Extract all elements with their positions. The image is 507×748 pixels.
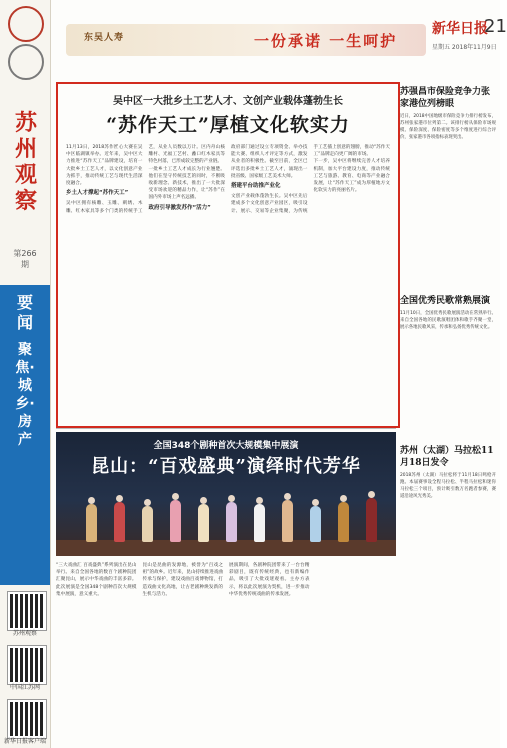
paragraph: 下一步，吴中区将继续完善人才培养机制，加大平台建设力度，推动传统工艺与旅游、教育、电商等产业融合发展，让“苏作天工”成为厚植地方文化软实力的亮丽名片。 [313, 159, 390, 194]
paragraph: 展演期间，各剧种院团带来了一台台精彩剧目，既有传统经典，也有新编作品，吸引了大批戏迷观看。主办方表示，将以此次展演为契机，进一步推动中华优秀传统戏曲的传承发展。 [229, 563, 310, 597]
masthead: 新华日报 [432, 21, 488, 37]
performer [86, 504, 97, 542]
performer [310, 506, 321, 542]
nav-tag-secondary: 聚焦·城乡·房产 [15, 342, 35, 448]
brief-headline[interactable]: 全国优秀民歌常熟展演 [400, 296, 491, 306]
dateline: 星期五 2018年11月9日 [432, 44, 497, 51]
performer [170, 500, 181, 542]
photo-article-body [56, 562, 396, 742]
article-kicker: 吴中区一大批乡土工艺人才、文创产业载体蓬勃生长 [113, 96, 343, 107]
section-divider [56, 428, 396, 429]
performer [254, 504, 265, 542]
paragraph: 昆山是昆曲的发源地，被誉为“百戏之祖”的故乡。近年来，昆山持续推进戏曲传承与保护，建设戏曲百戏博物馆，打造戏曲文化高地，让古老剧种焕发新的生机与活力。 [142, 563, 223, 597]
subhead: 乡土人才撑起“苏作天工” [66, 190, 129, 197]
qr-label: 苏州观察 [12, 630, 37, 637]
left-sidebar [0, 0, 51, 748]
performer [114, 502, 125, 542]
photo-headline: 昆山：“百戏盛典”演绎时代芳华 [91, 456, 361, 477]
stage-floor [56, 540, 396, 556]
paragraph: 文创产业载体蓬勃生长。吴中区先后建成多个文化创意产业园区，吸引设计、展示、交易等企业集聚，为传统手工艺插上创意的翅膀，推动“苏作天工”品牌走向更广阔的市场。 [231, 145, 390, 214]
performer [142, 506, 153, 542]
page-number: 21 [484, 16, 507, 37]
qr-code-icon[interactable] [8, 592, 46, 630]
photo-article[interactable] [56, 432, 396, 556]
paragraph: 11月13日，2018苏作匠心大赛在吴中区临湖镇举办。近年来，吴中区大力推进“苏作天工”品牌建设，培育一大批乡土工艺人才，以文化创意产业为抓手，推动传统工艺与现代生活深度融合。 [66, 145, 143, 187]
article-headline: “苏作天工”厚植文化软实力 [106, 114, 350, 136]
brief-body: 2018苏州（太湖）马拉松将于11月18日鸣枪开跑。本届赛事设全程马拉松、半程马拉松和迷你马拉松三个项目，预计吸引数万名跑者参赛，赛道沿途风光秀美。 [400, 473, 496, 499]
brief-headline[interactable]: 苏强昌市保险竞争力张家港位列榜眼 [400, 87, 491, 109]
paragraph: 一批乡土工艺人才成长为行业翘楚。他们在坚守传统技艺的同时，不断吸收新理念、新技术，推出了一大批深受市场欢迎的精品力作，让“苏作”在国内外市场上声名远播。 [148, 166, 225, 201]
article-body [66, 144, 390, 416]
ad-slogan: 一份承诺 一生呵护 [254, 32, 398, 50]
paragraph: 政府部门通过设立专项资金、举办技能大赛、组织人才评定等方式，激发从业者的积极性。截至目前，全区已评选出多批乡土工艺人才，涌现出一批省级、国家级工艺美术大师。 [231, 145, 308, 179]
subhead: 搭建平台助推产业化 [231, 183, 281, 190]
seal-logo-secondary [8, 44, 44, 80]
performer [282, 500, 293, 542]
subhead: 政府引导激发苏作“活力” [148, 204, 211, 211]
brief-body: 11月10日，全国优秀民歌展演活动在常熟举行。来自全国各地的民歌演唱团体和歌手齐聚一堂，展示各地民歌风采，传承和弘扬优秀传统文化。 [400, 311, 496, 330]
nav-tag-main: 要闻 [16, 293, 33, 332]
performer [226, 502, 237, 542]
performer [338, 502, 349, 542]
paragraph: “三大戏曲汇 百戏盛典”系列演出在昆山举行。来自全国各地的数百个剧种院团汇聚昆山，展示中华戏曲的丰富多彩。此次展演是全国348个剧种首次大规模集中展演，意义重大。 [56, 563, 137, 597]
brief-headline[interactable]: 苏州（太湖）马拉松11月18日发令 [400, 446, 494, 468]
main-article[interactable] [56, 82, 400, 428]
right-column [400, 82, 496, 748]
qr-code-icon[interactable] [8, 700, 46, 738]
page-header [54, 0, 507, 60]
qr-label: 新华日报客户端 [3, 738, 46, 745]
brief-body: 近日，2018中国地级市保险竞争力排行榜发布，苏州张家港市位列第二。该排行榜从保险市场规模、保险深度、保险密度等多个维度进行综合评价，张家港市各项指标表现突出。 [400, 114, 496, 140]
paragraph: 吴中区拥有核雕、玉雕、刺绣、木雕、红木家具等多个门类的传统手工艺，从业人员数以万计。区内舟山核雕村、光福工艺村、蠡口红木家具等特色村落，已形成较完整的产业链。 [66, 145, 225, 214]
section-title: 苏州观察 [14, 110, 37, 214]
qr-label: 中国江苏网 [9, 684, 40, 691]
qr-code-icon[interactable] [8, 646, 46, 684]
performer [198, 504, 209, 542]
navigation-box [0, 285, 50, 585]
ad-brand: 东吴人寿 [84, 33, 125, 43]
photo-kicker: 全国348个剧种首次大规模集中展演 [153, 441, 299, 451]
seal-logo [8, 6, 44, 42]
performer [366, 498, 377, 542]
issue-number: 第266期 [13, 249, 37, 269]
